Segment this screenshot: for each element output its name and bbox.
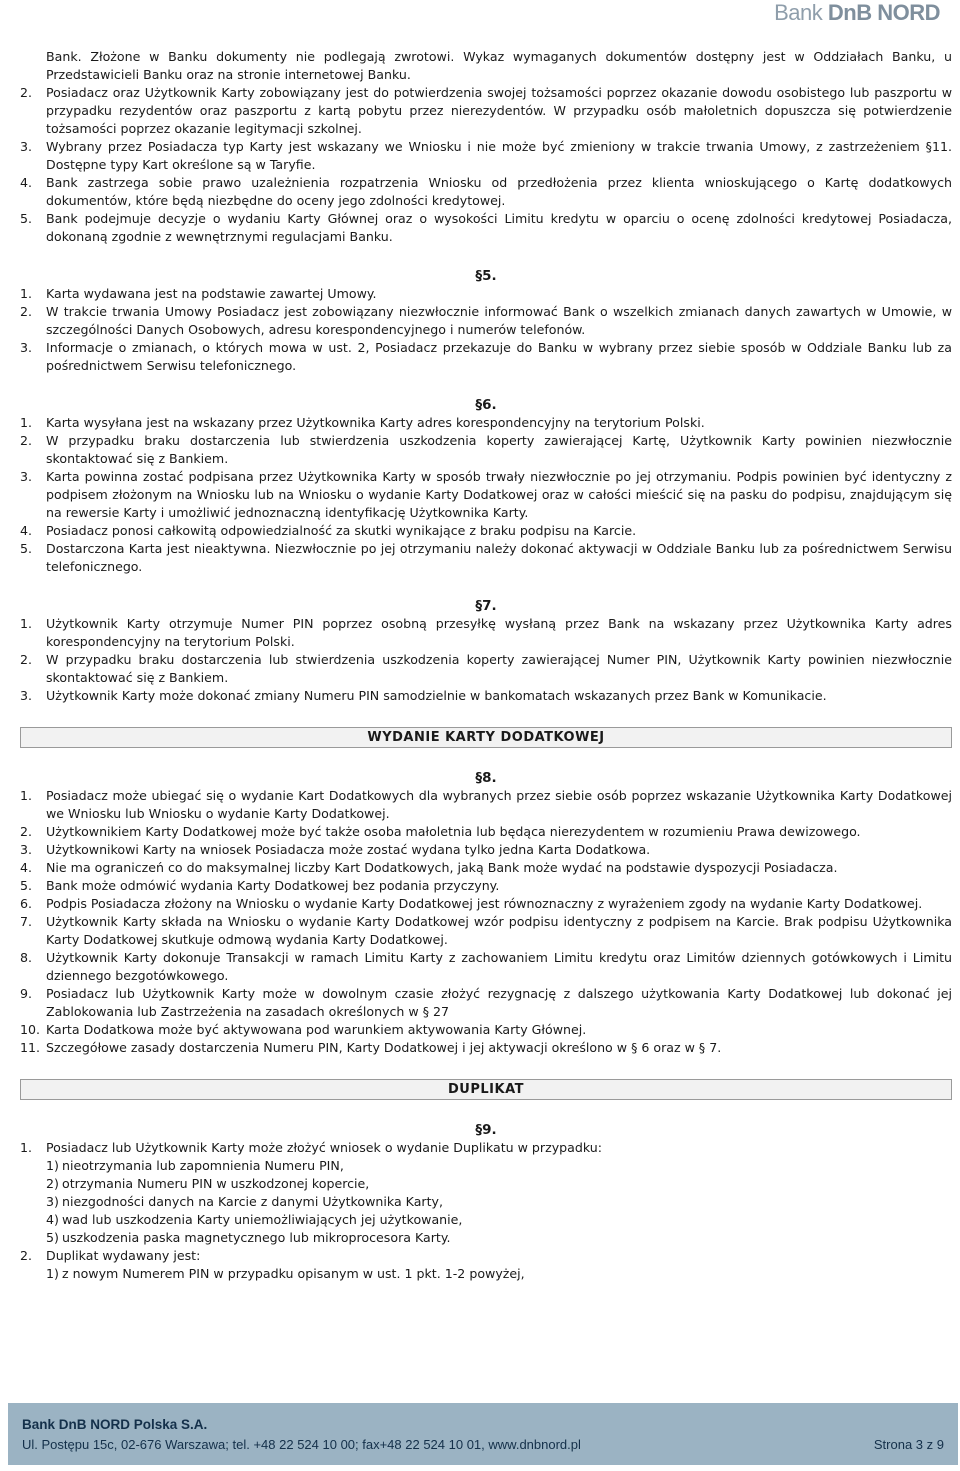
item-text: Posiadacz oraz Użytkownik Karty zobowiązany jest do potwierdzenia swojej tożsamości poprzez okazanie dowodu osobistego lub paszportu w przypadku rezydentów oraz paszportu z kartą pobytu przez nierezydentów. W przypadku osób małoletnich dopuszcza się potwierdzenie tożsamości poprzez okazanie legitymacji szkolnej. (46, 85, 952, 136)
item-text: Dostarczona Karta jest nieaktywna. Niezwłocznie po jej otrzymaniu należy dokonać aktywacji w Oddziale Banku lub za pośrednictwem Serwisu telefonicznego. (46, 541, 952, 574)
list-item (20, 339, 952, 375)
sub-item-number: 3) (46, 1194, 59, 1209)
item-text: Szczegółowe zasady dostarczenia Numeru PIN, Karty Dodatkowej i jej aktywacji określono w § 6 oraz w § 7. (46, 1040, 722, 1055)
item-text: Karta wysyłana jest na wskazany przez Użytkownika Karty adres korespondencyjny na terytorium Polski. (46, 415, 705, 430)
item-text: Użytkownik Karty dokonuje Transakcji w ramach Limitu Karty z zachowaniem Limitu kredytu oraz Limitów dziennych gotówkowych i Limitu dziennego bezgotówkowego. (46, 950, 952, 983)
item-number: 1. (20, 286, 33, 301)
item-number: 1. (20, 616, 33, 631)
item-text: W przypadku braku dostarczenia lub stwierdzenia uszkodzenia koperty zawierającej Kartę, Użytkownik Karty powinien niezwłocznie skontaktować się z Bankiem. (46, 433, 952, 466)
item-text: Użytkownik Karty otrzymuje Numer PIN poprzez osobną przesyłkę wysłaną przez Bank na wskazany przez Użytkownika Karty adres korespondencyjny na terytorium Polski. (46, 616, 952, 649)
paragraph-number: §9. (475, 1122, 497, 1138)
sub-list (20, 1157, 952, 1247)
sub-item-number: 1) (46, 1158, 59, 1173)
item-number: 5. (20, 541, 33, 556)
list-item (20, 859, 952, 877)
item-text: Użytkownik Karty składa na Wniosku o wydanie Karty Dodatkowej wzór podpisu identyczny z podpisem na Karcie. Brak podpisu Użytkownika Karty Dodatkowej skutkuje odmową wydania Karty Dodatkowej. (46, 914, 952, 947)
item-number: 1. (20, 415, 33, 430)
item-text: Duplikat wydawany jest: (46, 1248, 201, 1263)
item-text: Bank podejmuje decyzje o wydaniu Karty Głównej oraz o wysokości Limitu kredytu w oparciu o ocenę zdolności kredytowej Posiadacza, dokonaną zgodnie z wewnętrznymi regulacjami Banku. (46, 211, 952, 244)
sub-list-item (20, 1211, 952, 1229)
list-item (20, 414, 952, 432)
item-number: 2. (20, 304, 33, 319)
item-text: Wybrany przez Posiadacza typ Karty jest wskazany we Wniosku i nie może być zmieniony w trakcie trwania Umowy, z zastrzeżeniem §11. Dostępne typy Kart określone są w Taryfie. (46, 139, 952, 172)
sub-item-text: nieotrzymania lub zapomnienia Numeru PIN, (62, 1158, 344, 1173)
item-number: 5. (20, 878, 33, 893)
item-number: 3. (20, 469, 33, 484)
item-number: 4. (20, 523, 33, 538)
item-text: Użytkownikowi Karty na wniosek Posiadacza może zostać wydana tylko jedna Karta Dodatkowa. (46, 842, 651, 857)
item-number: 8. (20, 950, 33, 965)
item-number: 2. (20, 1248, 33, 1263)
list-item (20, 949, 952, 985)
list-item (20, 1039, 952, 1057)
paragraph-number: §7. (475, 598, 497, 614)
list-item (20, 1139, 952, 1157)
sub-item-text: otrzymania Numeru PIN w uszkodzonej kopercie, (62, 1176, 370, 1191)
item-text: Karta wydawana jest na podstawie zawartej Umowy. (46, 286, 377, 301)
list-item (20, 1021, 952, 1039)
sub-item-text: uszkodzenia paska magnetycznego lub mikroprocesora Karty. (62, 1230, 451, 1245)
item-number: 4. (20, 860, 33, 875)
item-text: W przypadku braku dostarczenia lub stwierdzenia uszkodzenia koperty zawierającej Numer PIN, Użytkownik Karty powinien niezwłocznie skontaktować się z Bankiem. (46, 652, 952, 685)
item-number: 9. (20, 986, 33, 1001)
list-item (20, 651, 952, 687)
paragraph-number: §8. (475, 770, 497, 786)
item-number: 5. (20, 211, 33, 226)
list-item (20, 468, 952, 522)
list-item (20, 877, 952, 895)
item-number: 1. (20, 788, 33, 803)
item-number: 10. (20, 1022, 41, 1037)
sub-list-item (20, 1175, 952, 1193)
item-number: 11. (20, 1040, 41, 1055)
footer-address: Ul. Postępu 15c, 02-676 Warszawa; tel. +48 22 524 10 00; fax+48 22 524 10 01, www.dnbnord.pl (22, 1437, 581, 1452)
sub-item-text: wad lub uszkodzenia Karty uniemożliwiających jej użytkowanie, (62, 1212, 463, 1227)
item-text: Bank zastrzega sobie prawo uzależnienia rozpatrzenia Wniosku od przedłożenia przez klienta wnioskującego o Kartę dodatkowych dokumentów, które będą niezbędne do oceny jego zdolności kredytowej. (46, 175, 952, 208)
item-number: 6. (20, 896, 33, 911)
item-number: 2. (20, 433, 33, 448)
item-text: W trakcie trwania Umowy Posiadacz jest zobowiązany niezwłocznie informować Bank o wszelkich zmianach danych zawartych w Umowie, w szczególności Danych Osobowych, adresu korespondencyjnego i numerów telefonów. (46, 304, 952, 337)
list-item (20, 48, 952, 84)
sub-list (20, 1265, 952, 1283)
item-text: Użytkownikiem Karty Dodatkowej może być także osoba małoletnia lub będąca nierezydentem w rozumieniu Prawa dewizowego. (46, 824, 861, 839)
paragraph-number: §6. (475, 397, 497, 413)
list-item (20, 285, 952, 303)
item-number: 4. (20, 175, 33, 190)
item-text: Bank. Złożone w Banku dokumenty nie podlegają zwrotowi. Wykaz wymaganych dokumentów dostępny jest w Oddziałach Banku, u Przedstawicieli Banku oraz na stronie internetowej Banku. (46, 49, 952, 82)
sub-list-item (20, 1265, 952, 1283)
list-item (20, 823, 952, 841)
list-item (20, 138, 952, 174)
item-text: Posiadacz lub Użytkownik Karty może w dowolnym czasie złożyć rezygnację z dalszego użytkowania Karty Dodatkowej lub dokonać jej Zablokowania lub Zastrzeżenia na zasadach określonych w § 27 (46, 986, 952, 1019)
document-body (20, 48, 952, 1283)
list-item (20, 913, 952, 949)
list-item (20, 303, 952, 339)
item-number: 2. (20, 824, 33, 839)
list-item (20, 210, 952, 246)
list-item (20, 522, 952, 540)
item-text: Karta powinna zostać podpisana przez Użytkownika Karty w sposób trwały niezwłocznie po jej otrzymaniu. Podpis powinien być identyczny z podpisem złożonym na Wniosku lub na Wniosku o wydanie Karty Dodatkowej oraz w całości mieścić się na pasku do podpisu, znajdującym się na rewersie Karty i umożliwić jednoznaczną identyfikację Użytkownika Karty. (46, 469, 952, 520)
list-item (20, 841, 952, 859)
section-header-duplikat: DUPLIKAT (20, 1079, 952, 1100)
item-number: 7. (20, 914, 33, 929)
list-item (20, 985, 952, 1021)
item-number: 3. (20, 842, 33, 857)
footer-page-number: Strona 3 z 9 (873, 1437, 944, 1452)
sub-item-text: z nowym Numerem PIN w przypadku opisanym w ust. 1 pkt. 1-2 powyżej, (62, 1266, 525, 1281)
footer-company: Bank DnB NORD Polska S.A. (22, 1417, 208, 1432)
sub-item-number: 5) (46, 1230, 59, 1245)
sub-item-number: 4) (46, 1212, 59, 1227)
item-number: 3. (20, 688, 33, 703)
list-item (20, 432, 952, 468)
list-item (20, 84, 952, 138)
item-text: Posiadacz ponosi całkowitą odpowiedzialność za skutki wynikające z braku podpisu na Karcie. (46, 523, 637, 538)
list-item (20, 615, 952, 651)
sub-item-text: niezgodności danych na Karcie z danymi Użytkownika Karty, (62, 1194, 443, 1209)
item-text: Karta Dodatkowa może być aktywowana pod warunkiem aktywowania Karty Głównej. (46, 1022, 587, 1037)
section-header-wydanie: WYDANIE KARTY DODATKOWEJ (20, 727, 952, 748)
logo-nord-text: NORD (871, 0, 940, 25)
item-number: 2. (20, 652, 33, 667)
logo-bank-text: Bank (774, 0, 823, 25)
logo-dnb-text: DnB (822, 0, 872, 25)
item-number: 2. (20, 85, 33, 100)
item-text: Bank może odmówić wydania Karty Dodatkowej bez podania przyczyny. (46, 878, 500, 893)
item-number: 3. (20, 340, 33, 355)
item-text: Podpis Posiadacza złożony na Wniosku o wydanie Karty Dodatkowej jest równoznaczny z wyrażeniem zgody na wydanie Karty Dodatkowej. (46, 896, 923, 911)
list-item (20, 895, 952, 913)
list-item (20, 174, 952, 210)
list-item (20, 540, 952, 576)
bank-logo (774, 2, 940, 24)
page-footer (8, 1403, 958, 1465)
item-number: 1. (20, 1140, 33, 1155)
list-item (20, 787, 952, 823)
item-text: Nie ma ograniczeń co do maksymalnej liczby Kart Dodatkowych, jaką Bank może wydać na podstawie dyspozycji Posiadacza. (46, 860, 838, 875)
sub-list-item (20, 1157, 952, 1175)
item-text: Posiadacz lub Użytkownik Karty może złożyć wniosek o wydanie Duplikatu w przypadku: (46, 1140, 602, 1155)
sub-item-number: 1) (46, 1266, 59, 1281)
list-item (20, 687, 952, 705)
item-text: Posiadacz może ubiegać się o wydanie Kart Dodatkowych dla wybranych przez siebie osób poprzez wskazanie Użytkownika Karty Dodatkowej we Wniosku lub Wniosku o wydanie Karty Dodatkowej. (46, 788, 952, 821)
paragraph-number: §5. (475, 268, 497, 284)
sub-list-item (20, 1193, 952, 1211)
item-text: Informacje o zmianach, o których mowa w ust. 2, Posiadacz przekazuje do Banku w wybrany przez siebie sposób w Oddziale Banku lub za pośrednictwem Serwisu telefonicznego. (46, 340, 952, 373)
list-item (20, 1247, 952, 1265)
item-number: 3. (20, 139, 33, 154)
sub-list-item (20, 1229, 952, 1247)
sub-item-number: 2) (46, 1176, 59, 1191)
item-text: Użytkownik Karty może dokonać zmiany Numeru PIN samodzielnie w bankomatach wskazanych przez Bank w Komunikacie. (46, 688, 827, 703)
